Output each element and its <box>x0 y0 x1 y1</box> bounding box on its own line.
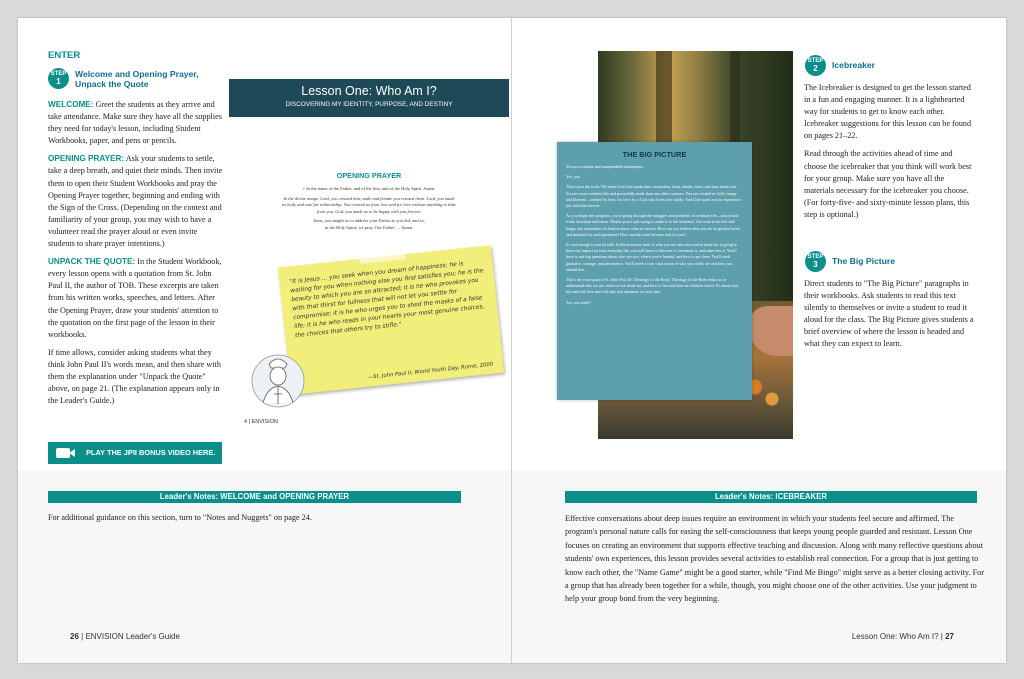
lesson-title: Lesson One: Who Am I? <box>301 84 437 98</box>
unpack-lead: UNPACK THE QUOTE: <box>48 257 136 267</box>
right-notes-bar: Leader's Notes: ICEBREAKER <box>565 491 977 503</box>
big-picture-text <box>566 164 743 306</box>
workbook-page-brand: ENVISION <box>251 419 278 425</box>
john-paul-sketch-icon <box>249 348 307 410</box>
lesson-banner <box>229 79 509 117</box>
video-button-label: PLAY THE JPII BONUS VIDEO HERE. <box>86 448 216 457</box>
left-column-text <box>48 99 226 413</box>
opening-text: Ask your students to settle, take a deep breath, and quiet their minds. Then invite them to open their Student Workbooks and pray the Opening Prayer together, beginning and ending with the Sign of the Cross. (Depending on the context and familiarity of your group, you may wish to have a volunteer read the prayer aloud or even invite students to share prayer intentions.) <box>48 154 223 249</box>
prayer-heading: OPENING PRAYER <box>336 171 402 180</box>
workbook-page-number: 4 <box>244 419 248 425</box>
big-picture-box <box>557 142 752 400</box>
prayer-body: In the divine image, Lord, you created him; male and female you created them. Lord, you made us body and soul for relationship. You created us from love and for love without anything to hide from you. God, you made us to be happy with you forever. <box>282 195 456 214</box>
step-1-number: 1 <box>56 77 61 86</box>
quote-text: "It is Jesus ... you seek when you dream of happiness; he is waiting for you when nothing else you find satisfies you; he is the beauty to which you are so attracted; it is he who provokes you with that thirst for fullness that will not let you settle for compromise; it is he who urges you to shed the masks of a false life; it is he who reads in your hearts your most genuine choices, the choices that others try to stifle." <box>289 261 485 340</box>
step-2-title: Icebreaker <box>832 60 876 70</box>
icebreaker-paragraph-2: Read through the activities ahead of time and choose the icebreaker that you think will work best for your group. Make sure you have all the materials necessary for the icebreaker you choose. (For forty-five- and sixty-minute lesson plans, this step is optional.) <box>804 149 972 219</box>
book-spread <box>18 18 1006 663</box>
prayer-close2: in the Holy Spirit, we pray, Our Father .... Amen. <box>324 224 414 230</box>
workbook-page-footer: 4 | ENVISION <box>244 419 278 425</box>
step-2-number: 2 <box>813 64 818 73</box>
prayer-close1: Jesus, you taught us to address your Father as you did, and so, <box>313 218 425 223</box>
left-footer-page: 26 <box>70 632 79 641</box>
right-notes-text: Effective conversations about deep issues require an environment in which your students feel secure and affirmed. The program's personal nature calls for easing the self-consciousness that keeps young people guarded and resistant. Lesson One focuses on creating an environment that supports effective teaching and discussion. Along with many reflective questions about students' own experiences, this lesson provides several activities to establish real connection. For a group that is just getting to know each other, the "Name Game" might be a good starter, while "Find Me Bingo" might serve as a better closing activity. For a group that has already been together for a while, though, you might choose one of the other activities. Use your judgment to help your group bond from the very beginning. <box>565 514 984 604</box>
big-picture-p2: Yes, you. <box>566 174 582 180</box>
big-picture-p7: Are you ready? <box>566 299 592 305</box>
welcome-text: Greet the students as they arrive and take attendance. Make sure they have all the supplies they need for today's lesson, including Student Workbooks, paper, and pens or pencils. <box>48 100 222 146</box>
unpack-text: In the Student Workbook, every lesson opens with a quotation from St. John Paul II, the author of TOB. These excerpts are taken from his written works, speeches, and letters. After the Opening Prayer, draw your students' attention to the quotation on the first page of the lesson in their workbooks. <box>48 257 222 339</box>
welcome-lead: WELCOME: <box>48 100 94 109</box>
left-footer-title: ENVISION Leader's Guide <box>85 632 180 641</box>
icebreaker-text <box>804 82 976 227</box>
page-gutter <box>511 18 512 663</box>
prayer-text <box>281 186 457 231</box>
step-3-title: The Big Picture <box>832 256 896 266</box>
left-footer: 26 | ENVISION Leader's Guide <box>70 632 180 641</box>
big-picture-title: THE BIG PICTURE <box>622 150 687 159</box>
video-button[interactable] <box>48 442 222 464</box>
lesson-subtitle: DISCOVERING MY IDENTITY, PURPOSE, AND DESTINY <box>285 101 453 108</box>
big-picture-p3: This is just the truth. The same God who made stars, mountains, lions, sharks, trees, and stars made you. You are more wonderfully and powerfully made than any other creature. You are created in God's image and likeness—created by love, for love, by a God who loves you wildly. And God wants you to experience joy with him forever. <box>566 184 741 209</box>
big-picture-p1: You are a unique and unrepeatable masterpiece. <box>566 164 645 169</box>
quote-sticky-note <box>278 245 504 395</box>
unpack-paragraph <box>48 256 226 341</box>
opening-paragraph <box>48 153 226 250</box>
quote-attribution: —St. John Paul II, World Youth Day, Rome, 2000 <box>367 361 494 381</box>
big-picture-p5: It's not enough to just be told. If this awesome truth of who you are and what you're made for is going to have any impact on your everyday life, you will have to discover it, encounter it, and enter into it. You'll have to ask big questions about who you are, where you're headed, and how to get there. You'll need guidance, courage, and persistence. You'll need a true, total vision of who you really are and how you should live. <box>566 242 737 272</box>
opening-lead: OPENING PRAYER: <box>48 154 125 164</box>
time-paragraph: If time allows, consider asking students what they think John Paul II's words mean, and then share with them the explanation under "Unpack the Quote" above, on page 21. (The explanation appears only in the Leader's Guide.) <box>48 347 221 406</box>
section-heading: ENTER <box>48 50 81 61</box>
video-camera-lens-icon <box>69 449 75 457</box>
left-notes-text: For additional guidance on this section, turn to "Notes and Nuggets" on page 24. <box>48 513 312 522</box>
left-notes-bar: Leader's Notes: WELCOME and OPENING PRAYER <box>48 491 461 503</box>
big-picture-p4: As you begin this program, you're going through the struggles and problems of ordinary life—school and work, boredom and stress. Maybe you're just trying to make it to the weekend. You want to be free and happy, but sometimes it's hard to know what to choose. How can you believe that you are so greatly loved and destined for such greatness? How can this truth become real for you? <box>566 213 740 237</box>
step-2-badge <box>805 55 826 76</box>
step-3-badge <box>805 251 826 272</box>
step-1-label: STEP <box>50 71 67 77</box>
step-2-label: STEP <box>807 58 824 64</box>
video-camera-icon <box>56 448 70 458</box>
workbook-page-left <box>229 51 509 439</box>
big-picture-instructions <box>804 278 976 357</box>
big-picture-instructions-paragraph: Direct students to "The Big Picture" paragraphs in their workbooks. Ask students to read this text silently to themselves or invite a student to read it aloud for the class. The Big Picture gives students a brief overview of where the lesson is headed and what they can expect to learn. <box>804 279 974 349</box>
welcome-paragraph <box>48 99 226 147</box>
right-footer-title: Lesson One: Who Am I? <box>851 632 939 641</box>
step-1-title: Welcome and Opening Prayer, Unpack the Quote <box>75 69 199 89</box>
step-1-badge <box>48 68 69 89</box>
step-3-number: 3 <box>813 260 818 269</box>
right-footer-page: 27 <box>945 632 954 641</box>
step-3-label: STEP <box>807 254 824 260</box>
icebreaker-paragraph-1: The Icebreaker is designed to get the lesson started in a fun and engaging manner. It is a lighthearted way for students to get to know each other. Icebreaker suggestions for this lesson can be found on pages 21–22. <box>804 83 972 141</box>
sticky-tape <box>359 247 406 264</box>
prayer-line1: + In the name of the Father, and of the Son, and of the Holy Spirit. Amen. <box>302 186 436 191</box>
right-footer: Lesson One: Who Am I? | 27 <box>851 632 954 641</box>
big-picture-p6: That's the exact goal of St. John Paul II's Theology of the Body. Theology of the Body helps us to understand who we are, what we are made for, and how to live and love in a broken world. It's about real life and real love and will take real openness on your part. <box>566 277 738 295</box>
